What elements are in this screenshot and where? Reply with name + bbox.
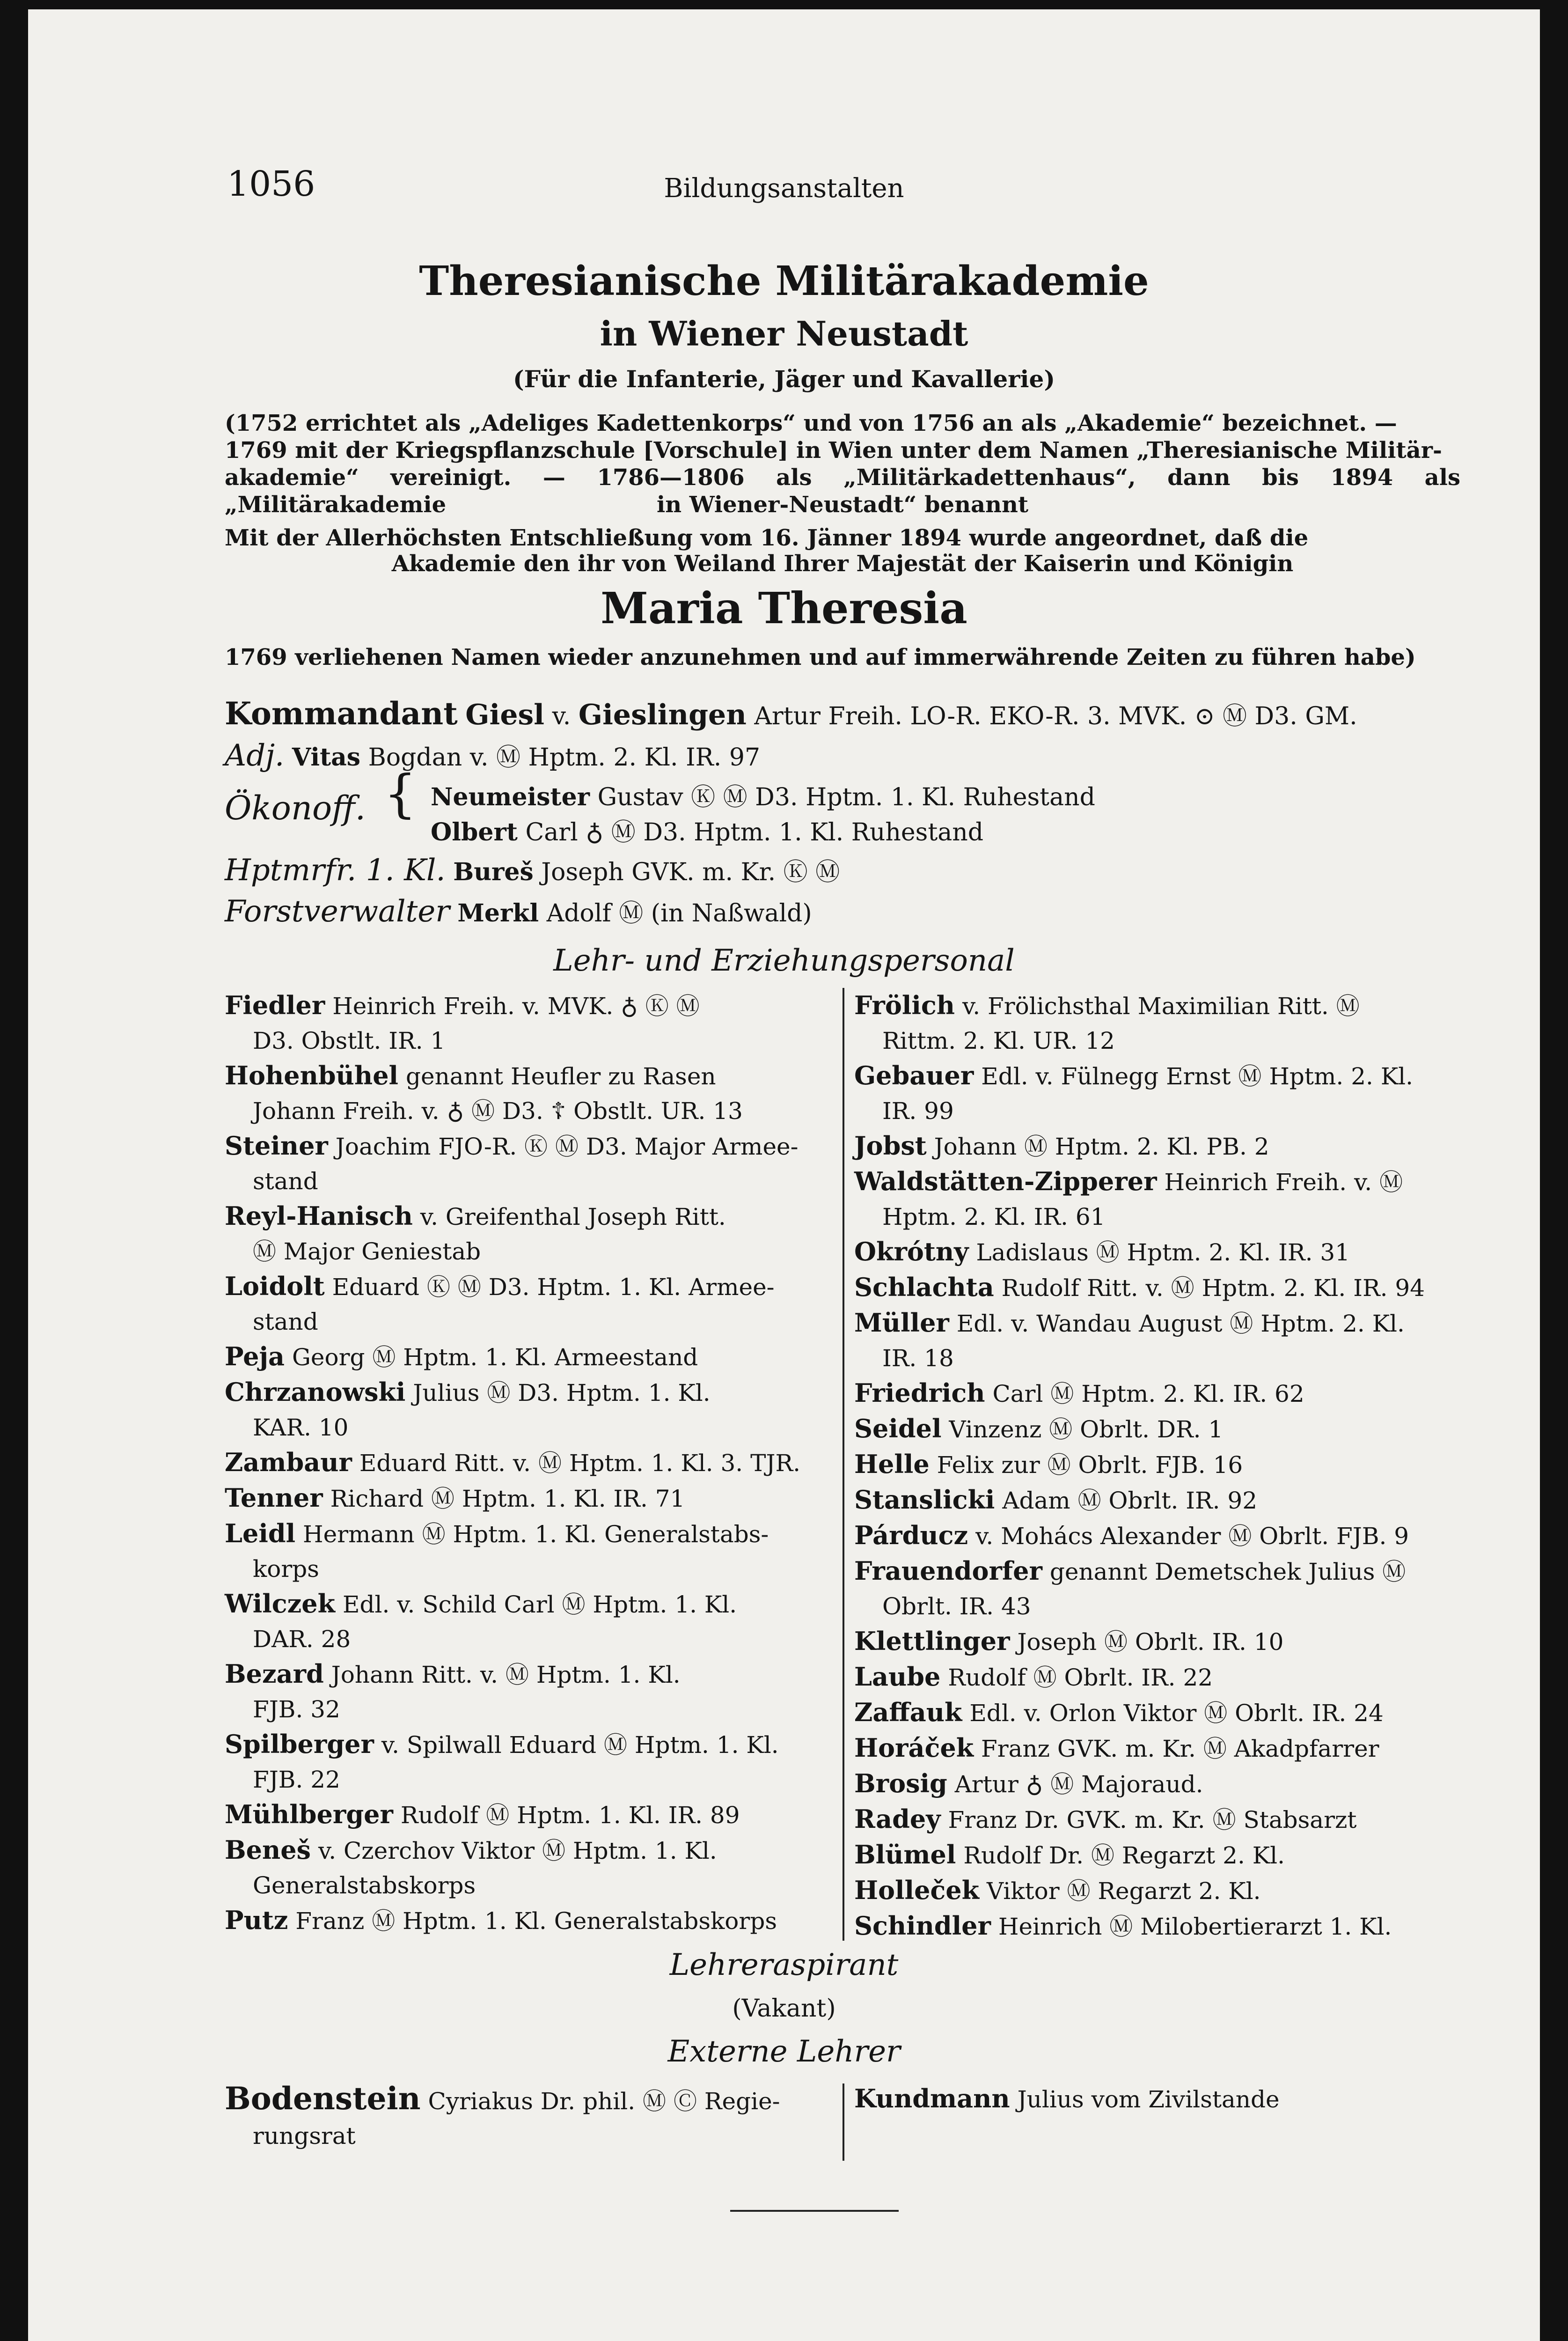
decree-line-1: Mit der Allerhöchsten Entschließung vom 16. Jänner 1894 wurde angeordnet, daß die (225, 525, 1309, 551)
entry-details: Joachim FJO-R. Ⓚ Ⓜ D3. Major Armee- (335, 1133, 799, 1160)
kommandant-name: Giesl (465, 699, 545, 731)
entry-line (225, 1375, 847, 1410)
entry-name: Frauendorfer (854, 1556, 1042, 1586)
entry-name: Helle (854, 1449, 930, 1479)
entry-details: Edl. v. Wandau August Ⓜ Hptm. 2. Kl. (956, 1310, 1405, 1337)
entry-continuation: IR. 99 (882, 1097, 954, 1125)
list-item (854, 1695, 1477, 1730)
extern-left-text: Cyriakus Dr. phil. Ⓜ Ⓒ Regie- (428, 2088, 780, 2115)
entry-continuation: Generalstabskorps (253, 1872, 476, 1899)
entry-line (854, 988, 1477, 1023)
history-line-1: (1752 errichtet als „Adeliges Kadettenkorps“ und von 1756 an als „Akademie“ bezeichnet. — (225, 410, 1397, 436)
left-column (225, 988, 847, 1938)
kommandant-v: v. (552, 702, 571, 730)
section-lehr-heading: Lehr- und Erziehungspersonal (553, 943, 1015, 978)
entry-line (854, 1730, 1477, 1766)
entry-name: Schlachta (854, 1272, 994, 1302)
entry-details: Heinrich Ⓜ Milobertierarzt 1. Kl. (998, 1913, 1392, 1940)
title-line-3: (Für die Infanterie, Jäger und Kavallerie) (513, 365, 1055, 393)
entry-line (854, 1411, 1477, 1447)
list-item (225, 1128, 847, 1199)
entry-details: Johann Ritt. v. Ⓜ Hptm. 1. Kl. (331, 1661, 681, 1688)
entry-continuation: IR. 18 (882, 1345, 954, 1372)
entry-details: Eduard Ⓚ Ⓜ D3. Hptm. 1. Kl. Armee- (332, 1274, 775, 1301)
list-item (225, 1656, 847, 1727)
entry-details: Edl. v. Fülnegg Ernst Ⓜ Hptm. 2. Kl. (981, 1063, 1414, 1090)
entry-line (225, 1797, 847, 1833)
adjutant-label: Adj. (225, 738, 285, 773)
entry-name: Jobst (854, 1131, 927, 1161)
entry-line (225, 1516, 847, 1552)
entry-line (854, 1553, 1477, 1589)
entry-details: Julius Ⓜ D3. Hptm. 1. Kl. (413, 1379, 711, 1406)
extern-left-name: Bodenstein (225, 2080, 421, 2117)
entry-name: Radey (854, 1804, 941, 1834)
list-item (225, 1797, 847, 1833)
list-item (854, 988, 1477, 1058)
entry-line (854, 1128, 1477, 1164)
column-divider (843, 988, 844, 1941)
entry-name: Mühlberger (225, 1799, 393, 1829)
entry-details: Carl Ⓜ Hptm. 2. Kl. IR. 62 (992, 1380, 1304, 1407)
list-item (854, 1802, 1477, 1837)
entry-name: Reyl-Hanisch (225, 1201, 413, 1231)
entry-line (854, 1164, 1477, 1200)
entry-continuation: Obrlt. IR. 43 (882, 1593, 1031, 1620)
title-line-2: in Wiener Neustadt (600, 314, 968, 353)
entry-line (225, 1339, 847, 1375)
entry-line (225, 1727, 847, 1762)
list-item (854, 1873, 1477, 1908)
entry-line (854, 1270, 1477, 1305)
running-title: Bildungsanstalten (664, 173, 904, 204)
list-item (225, 1586, 847, 1656)
entry-name: Spilberger (225, 1729, 374, 1759)
extern-left (225, 2081, 847, 2153)
list-item (225, 1339, 847, 1375)
entry-line (854, 1802, 1477, 1837)
entry-continuation: stand (253, 1168, 318, 1195)
entry-name: Friedrich (854, 1378, 985, 1408)
entry-name: Holleček (854, 1875, 980, 1905)
entry-name: Bezard (225, 1659, 324, 1689)
entry-details: Joseph Ⓜ Obrlt. IR. 10 (1017, 1628, 1284, 1656)
entry-name: Leidl (225, 1518, 296, 1548)
entry-continuation: KAR. 10 (253, 1414, 349, 1441)
entry-name: Loidolt (225, 1271, 325, 1301)
list-item (854, 1128, 1477, 1164)
oekonom-2-name: Olbert (431, 818, 518, 847)
entry-continuation: Ⓜ Major Geniestab (253, 1238, 481, 1265)
entry-line (854, 1482, 1477, 1518)
list-item (854, 1659, 1477, 1695)
entry-name: Gebauer (854, 1060, 974, 1090)
list-item (225, 1199, 847, 1269)
list-item (854, 1305, 1477, 1376)
entry-details: Viktor Ⓜ Regarzt 2. Kl. (986, 1877, 1261, 1905)
entry-line (225, 1199, 847, 1234)
entry-name: Zambaur (225, 1447, 352, 1477)
entry-details: Rudolf Dr. Ⓜ Regarzt 2. Kl. (963, 1842, 1285, 1869)
oekonom-label: Ökonoff. (225, 789, 366, 827)
entry-details: v. Czerchov Viktor Ⓜ Hptm. 1. Kl. (318, 1837, 717, 1864)
forst-label: Forstverwalter (225, 894, 450, 929)
entry-details: Franz GVK. m. Kr. Ⓜ Akadpfarrer (981, 1735, 1379, 1762)
maria-theresia-heading: Maria Theresia (601, 583, 967, 633)
entry-line (854, 1908, 1477, 1944)
list-item (854, 1447, 1477, 1482)
entry-line (854, 1624, 1477, 1659)
entry-line (854, 1376, 1477, 1411)
entry-line (854, 1305, 1477, 1341)
entry-line (225, 988, 847, 1023)
title-line-1: Theresianische Militärakademie (419, 258, 1149, 305)
list-item (225, 1480, 847, 1516)
page-number: 1056 (227, 164, 315, 204)
entry-name: Peja (225, 1341, 285, 1371)
list-item (854, 1730, 1477, 1766)
entry-continuation: FJB. 22 (253, 1766, 340, 1793)
entry-line (854, 1058, 1477, 1094)
entry-line (854, 1695, 1477, 1730)
right-column (854, 988, 1477, 1944)
kommandant-details: Artur Freih. LO-R. EKO-R. 3. MVK. ⊙ Ⓜ D3. GM. (754, 702, 1357, 730)
entry-name: Steiner (225, 1131, 328, 1161)
entry-name: Zaffauk (854, 1697, 962, 1727)
entry-details: Felix zur Ⓜ Obrlt. FJB. 16 (937, 1451, 1243, 1479)
list-item (225, 1058, 847, 1128)
entry-details: Heinrich Freih. v. MVK. ♁ Ⓚ Ⓜ (332, 993, 700, 1020)
list-item (225, 988, 847, 1058)
list-item (225, 1445, 847, 1480)
entry-details: Edl. v. Orlon Viktor Ⓜ Obrlt. IR. 24 (969, 1700, 1384, 1727)
entry-details: v. Greifenthal Joseph Ritt. (420, 1203, 726, 1230)
vakant-label: (Vakant) (732, 1995, 836, 2023)
entry-details: Eduard Ritt. v. Ⓜ Hptm. 1. Kl. 3. TJR. (359, 1450, 801, 1477)
extern-left-cont: rungsrat (253, 2122, 356, 2150)
kommandant-name-2: Gieslingen (578, 699, 747, 731)
entry-name: Brosig (854, 1768, 947, 1798)
entry-name: Laube (854, 1662, 941, 1692)
entry-line (225, 1903, 847, 1938)
kommandant-row (225, 695, 1357, 732)
entry-line (225, 1656, 847, 1692)
forst-name: Merkl (457, 899, 539, 928)
entry-continuation: korps (253, 1555, 319, 1583)
entry-details: Richard Ⓜ Hptm. 1. Kl. IR. 71 (330, 1485, 685, 1512)
history-line-3: akademie“ vereinigt. — 1786—1806 als „Militärkadettenhaus“, dann bis 1894 als „Militärakademie (225, 464, 1460, 518)
list-item (225, 1375, 847, 1445)
entry-name: Tenner (225, 1483, 323, 1513)
forst-details: Adolf Ⓜ (in Naßwald) (546, 899, 812, 928)
entry-name: Blümel (854, 1840, 956, 1870)
entry-continuation: FJB. 32 (253, 1696, 340, 1723)
entry-details: Rudolf Ⓜ Hptm. 1. Kl. IR. 89 (400, 1802, 740, 1829)
entry-details: Artur ♁ Ⓜ Majoraud. (954, 1771, 1203, 1798)
entry-name: Müller (854, 1308, 949, 1338)
entry-details: Georg Ⓜ Hptm. 1. Kl. Armeestand (292, 1344, 698, 1371)
entry-name: Beneš (225, 1835, 311, 1865)
entry-name: Schindler (854, 1911, 991, 1941)
entry-name: Putz (225, 1905, 288, 1935)
entry-line (225, 1058, 847, 1094)
entry-name: Klettlinger (854, 1626, 1010, 1656)
extern-right-text: Julius vom Zivilstande (1017, 2086, 1280, 2113)
entry-details: Heinrich Freih. v. Ⓜ (1164, 1169, 1403, 1196)
forst-row (225, 893, 812, 929)
oekonom-1-row (431, 777, 1095, 812)
entry-continuation: stand (253, 1308, 318, 1335)
history-line-2: 1769 mit der Kriegspflanzschule [Vorschule] in Wien unter dem Namen „Theresianische Militär- (225, 437, 1442, 464)
decree-line-2: Akademie den ihr von Weiland Ihrer Majestät der Kaiserin und Königin (391, 551, 1294, 577)
entry-continuation: Johann Freih. v. ♁ Ⓜ D3. ☦ Obstlt. UR. 13 (253, 1097, 743, 1125)
entry-name: Okrótny (854, 1237, 969, 1266)
adjutant-name: Vitas (292, 743, 361, 772)
list-item (225, 1727, 847, 1797)
entry-details: Vinzenz Ⓜ Obrlt. DR. 1 (949, 1416, 1224, 1443)
oekonom-2-row (431, 812, 983, 847)
closing-rule (730, 2210, 899, 2212)
entry-name: Wilczek (225, 1589, 336, 1619)
extern-divider (843, 2083, 844, 2161)
list-item (854, 1624, 1477, 1659)
extern-right (854, 2081, 1477, 2117)
list-item (854, 1164, 1477, 1234)
list-item (854, 1837, 1477, 1873)
oekonom-1-details: Gustav Ⓚ Ⓜ D3. Hptm. 1. Kl. Ruhestand (597, 783, 1095, 811)
list-item (854, 1553, 1477, 1624)
list-item (225, 1516, 847, 1586)
entry-name: Stanslicki (854, 1485, 995, 1515)
entry-details: genannt Demetschek Julius Ⓜ (1049, 1558, 1406, 1585)
entry-details: v. Frölichsthal Maximilian Ritt. Ⓜ (962, 993, 1360, 1020)
entry-continuation: D3. Obstlt. IR. 1 (253, 1027, 446, 1054)
entry-line (225, 1445, 847, 1480)
list-item (225, 1269, 847, 1339)
entry-details: Rudolf Ⓜ Obrlt. IR. 22 (948, 1664, 1213, 1691)
list-item (854, 1482, 1477, 1518)
entry-name: Frölich (854, 990, 955, 1020)
entry-name: Párducz (854, 1520, 968, 1550)
list-item (854, 1518, 1477, 1553)
section-extern-heading: Externe Lehrer (667, 2034, 901, 2069)
entry-name: Chrzanowski (225, 1377, 406, 1407)
entry-line (225, 1586, 847, 1622)
oekonom-2-details: Carl ♁ Ⓜ D3. Hptm. 1. Kl. Ruhestand (525, 818, 984, 847)
entry-line (225, 1128, 847, 1164)
entry-name: Waldstätten-Zipperer (854, 1166, 1157, 1196)
list-item (854, 1376, 1477, 1411)
entry-details: Hermann Ⓜ Hptm. 1. Kl. Generalstabs- (303, 1521, 769, 1548)
entry-line (854, 1766, 1477, 1802)
entry-line (854, 1447, 1477, 1482)
list-item (225, 1903, 847, 1938)
list-item (854, 1908, 1477, 1944)
entry-details: v. Spilwall Eduard Ⓜ Hptm. 1. Kl. (381, 1731, 779, 1759)
entry-details: Adam Ⓜ Obrlt. IR. 92 (1002, 1487, 1258, 1514)
entry-line (225, 1269, 847, 1304)
entry-details: Franz Dr. GVK. m. Kr. Ⓜ Stabsarzt (948, 1806, 1357, 1833)
list-item (854, 1766, 1477, 1802)
oekonom-1-name: Neumeister (431, 783, 590, 811)
entry-details: Franz Ⓜ Hptm. 1. Kl. Generalstabskorps (295, 1907, 777, 1935)
entry-name: Seidel (854, 1413, 942, 1443)
document-page (28, 9, 1540, 2341)
history-line-4: in Wiener-Neustadt“ benannt (656, 492, 1029, 518)
kommandant-label: Kommandant (225, 695, 458, 732)
oekonom-brace: { (384, 764, 417, 824)
entry-line (225, 1480, 847, 1516)
hptmrfr-name: Bureš (453, 858, 534, 886)
entry-line (854, 1234, 1477, 1270)
entry-details: Edl. v. Schild Carl Ⓜ Hptm. 1. Kl. (342, 1591, 737, 1618)
entry-continuation: DAR. 28 (253, 1626, 351, 1653)
entry-continuation: Hptm. 2. Kl. IR. 61 (882, 1203, 1106, 1230)
adjutant-row (225, 737, 760, 773)
list-item (854, 1058, 1477, 1128)
adjutant-details: Bogdan v. Ⓜ Hptm. 2. Kl. IR. 97 (368, 744, 761, 772)
entry-details: Rudolf Ritt. v. Ⓜ Hptm. 2. Kl. IR. 94 (1001, 1274, 1425, 1302)
entry-details: genannt Heufler zu Rasen (405, 1063, 716, 1090)
entry-line (854, 1837, 1477, 1873)
decree-line-3: 1769 verliehenen Namen wieder anzunehmen und auf immerwährende Zeiten zu führen habe) (225, 644, 1416, 670)
list-item (854, 1234, 1477, 1270)
entry-name: Hohenbühel (225, 1060, 399, 1090)
entry-name: Horáček (854, 1733, 974, 1763)
entry-line (854, 1518, 1477, 1553)
entry-name: Fiedler (225, 990, 325, 1020)
section-aspirant-heading: Lehreraspirant (669, 1948, 899, 1982)
list-item (854, 1411, 1477, 1447)
list-item (854, 1270, 1477, 1305)
list-item (225, 1833, 847, 1903)
hptmrfr-label: Hptmrfr. 1. Kl. (225, 853, 446, 888)
entry-details: Ladislaus Ⓜ Hptm. 2. Kl. IR. 31 (976, 1239, 1350, 1266)
hptmrfr-details: Joseph GVK. m. Kr. Ⓚ Ⓜ (541, 858, 840, 886)
oekonom-label-row (225, 789, 366, 827)
entry-line (854, 1873, 1477, 1908)
entry-details: Johann Ⓜ Hptm. 2. Kl. PB. 2 (934, 1133, 1269, 1160)
entry-continuation: Rittm. 2. Kl. UR. 12 (882, 1027, 1115, 1054)
entry-line (225, 1833, 847, 1868)
hptmrfr-row (225, 852, 840, 888)
extern-right-name: Kundmann (854, 2083, 1010, 2113)
entry-line (854, 1659, 1477, 1695)
entry-details: v. Mohács Alexander Ⓜ Obrlt. FJB. 9 (975, 1523, 1409, 1550)
